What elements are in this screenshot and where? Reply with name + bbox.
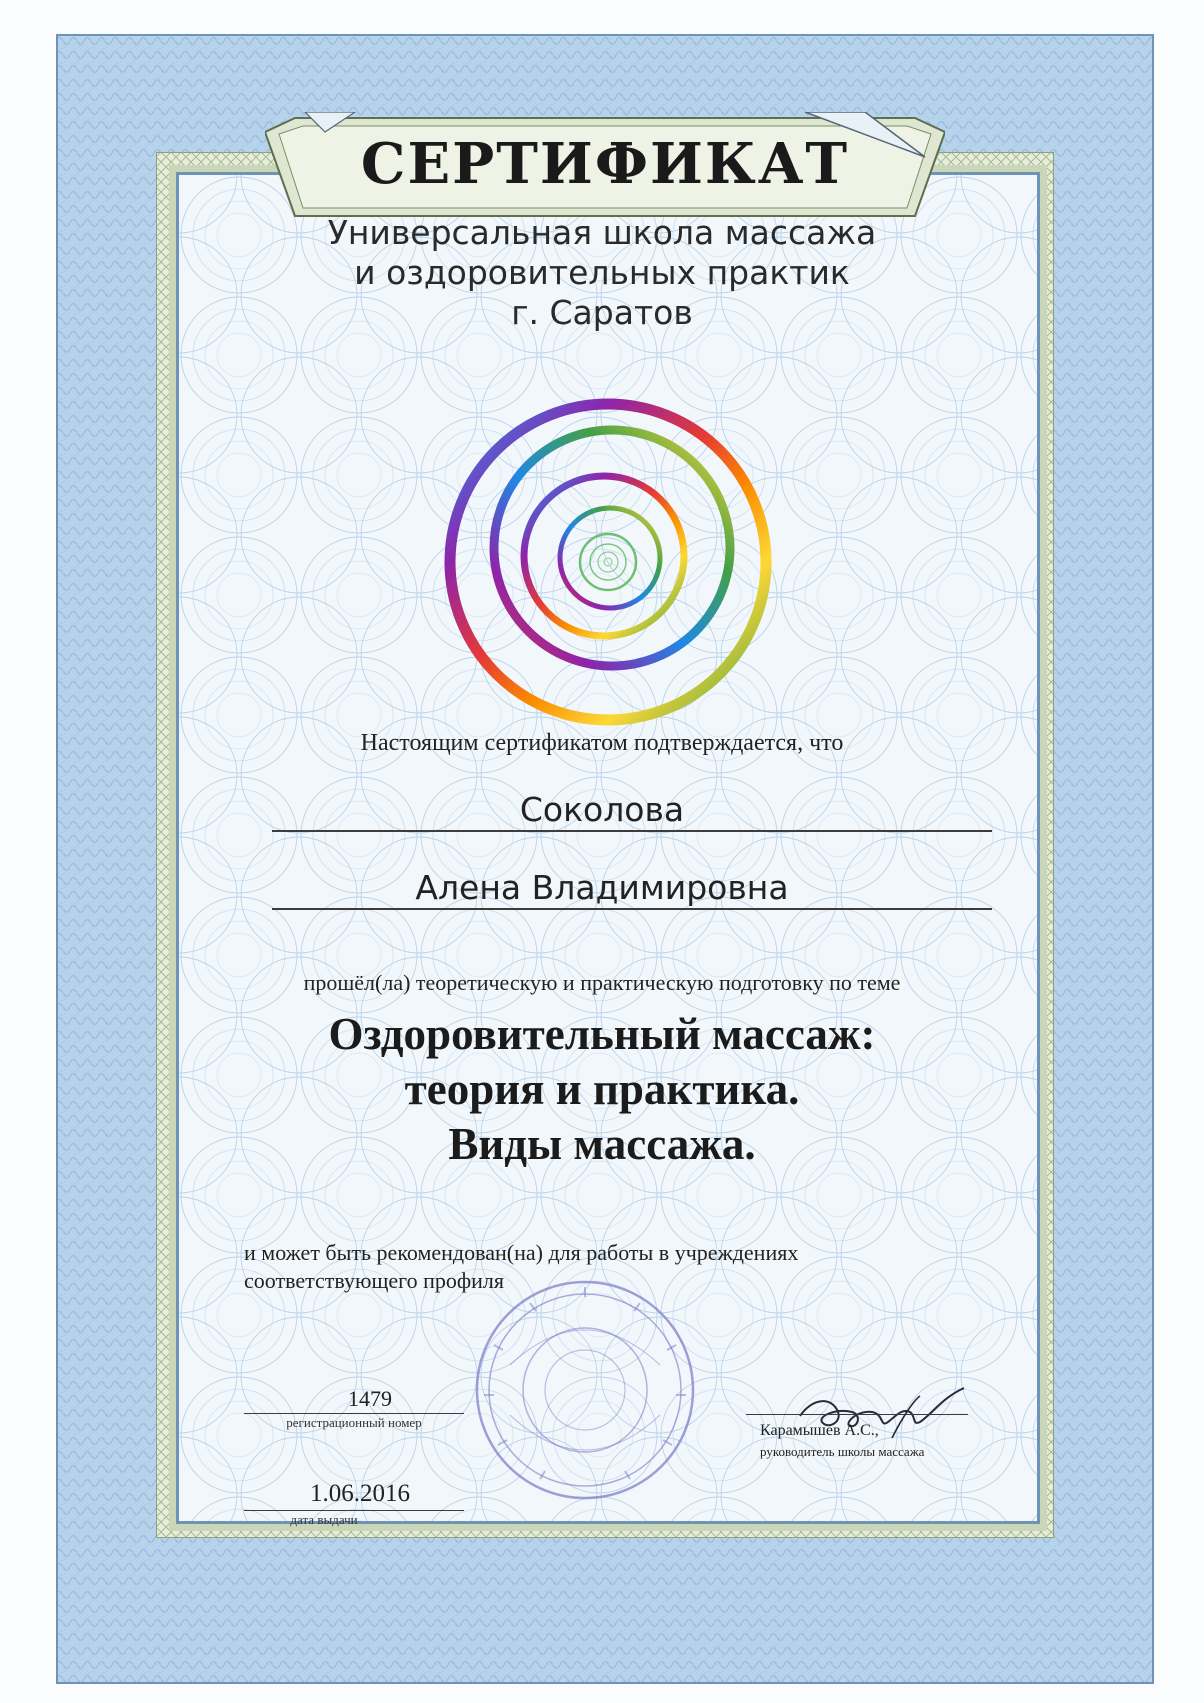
school-name-line1: Универсальная школа массажа	[327, 213, 877, 252]
recipient-given-names: Алена Владимировна	[415, 868, 789, 907]
course-title-line1: Оздоровительный массаж:	[328, 1009, 876, 1059]
signer-role: руководитель школы массажа	[760, 1444, 925, 1459]
spiral-logo	[428, 382, 788, 742]
issue-date-underline	[244, 1510, 464, 1511]
signature-underline	[746, 1414, 968, 1415]
signer-name: Карамышев А.С.,	[760, 1422, 879, 1439]
official-stamp	[470, 1275, 700, 1505]
school-name-line2: и оздоровительных практик	[354, 253, 850, 292]
registration-number-caption: регистрационный номер	[286, 1415, 422, 1430]
recommendation-line1: и может быть рекомендован(на) для работы в учреждениях	[244, 1240, 799, 1265]
course-title-line3: Виды массажа.	[448, 1119, 756, 1169]
given-names-underline	[272, 908, 992, 910]
registration-number: 1479	[348, 1386, 392, 1411]
issue-date-caption: дата выдачи	[290, 1512, 358, 1527]
recommendation-line2: соответствующего профиля	[244, 1268, 505, 1293]
course-title-line2: теория и практика.	[404, 1064, 800, 1114]
completion-text: прошёл(ла) теоретическую и практическую подготовку по теме	[303, 970, 901, 995]
certificate-title: СЕРТИФИКАТ	[360, 131, 850, 197]
recipient-surname: Соколова	[519, 790, 685, 829]
school-city: г. Саратов	[511, 293, 693, 332]
surname-underline	[272, 830, 992, 832]
issue-date: 1.06.2016	[310, 1480, 410, 1507]
confirmation-text: Настоящим сертификатом подтверждается, что	[360, 730, 844, 756]
registration-number-underline	[244, 1413, 464, 1414]
